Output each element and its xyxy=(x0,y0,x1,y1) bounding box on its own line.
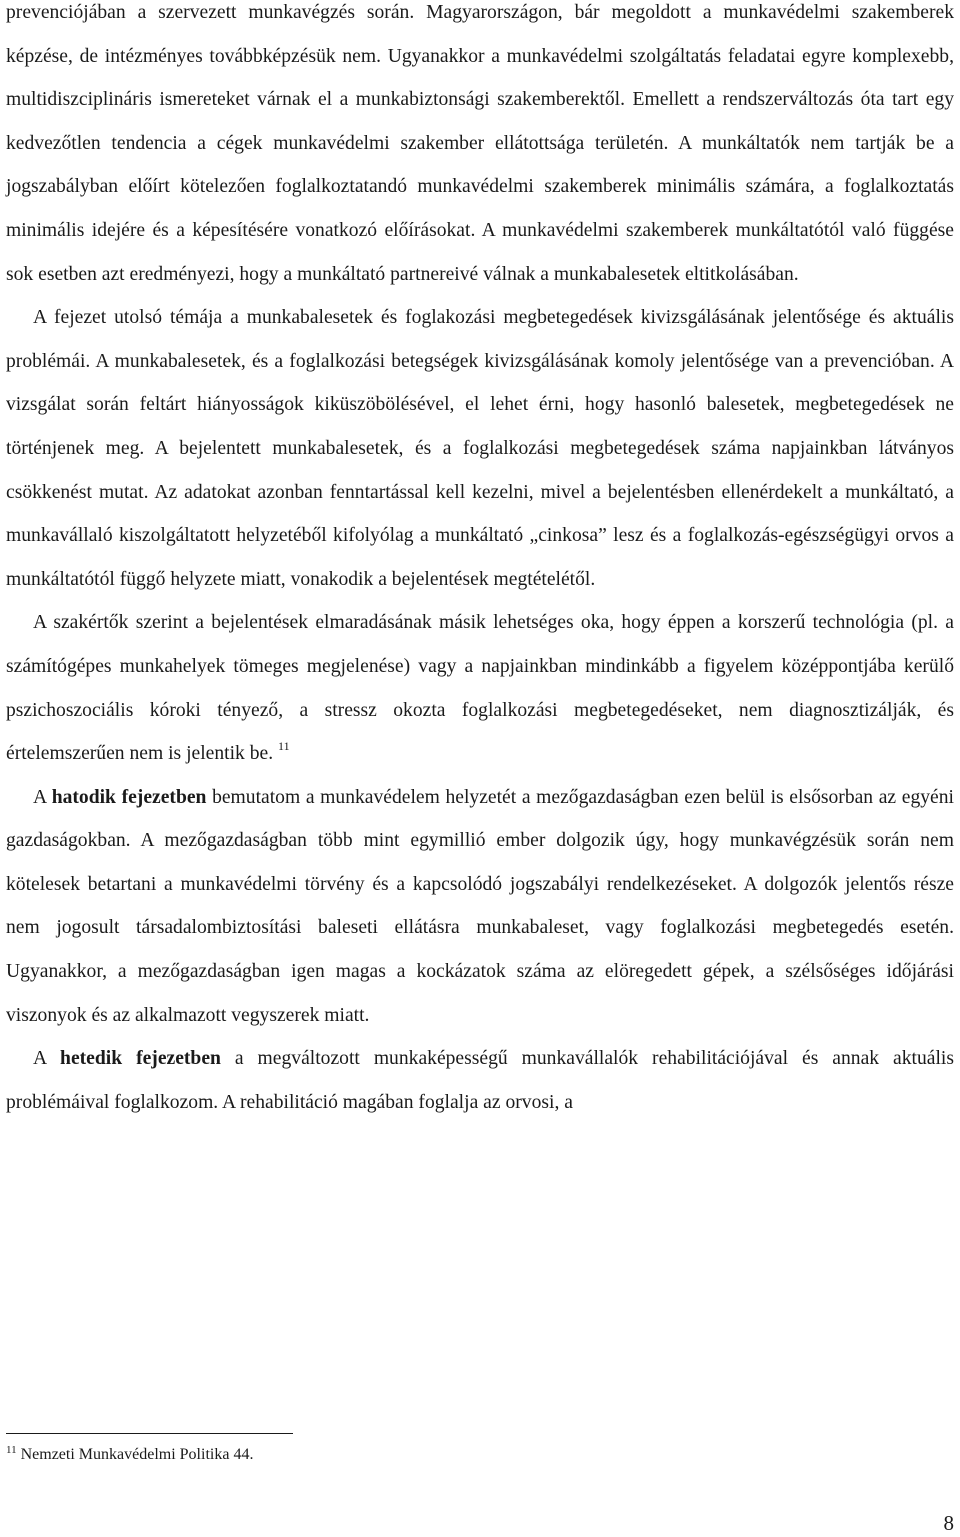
paragraph-4 xyxy=(6,776,954,1038)
paragraph-3 xyxy=(6,601,954,775)
paragraph-1 xyxy=(6,0,954,296)
page-body xyxy=(6,0,954,1124)
paragraph-5 xyxy=(6,1037,954,1124)
footnote-reference[interactable]: 11 xyxy=(278,739,290,754)
chapter-six-heading: hatodik fejezetben xyxy=(51,786,207,808)
footnote-divider xyxy=(6,1433,293,1434)
paragraph-text: bemutatom a munkavédelem helyzetét a mezőgazdaságban ezen belül is elsősorban az egyéni gazdaságokban. A mezőgazdaságban több mint egymillió ember dolgozik úgy, hogy munkavégzésük során nem kötelesek betartani a munkavédelmi törvény és a kapcsolódó jogszabályi rendelkezéseket. A dolgozók jelentős része nem jogosult társadalombiztosítási baleseti ellátásra munkabaleset, vagy foglalkozási megbetegedés esetén. Ugyanakkor, a mezőgazdaságban igen magas a kockázatok száma az elöregedett gépek, a szélsőséges időjárási viszonyok és az alkalmazott vegyszerek miatt. xyxy=(6,786,954,1026)
page-number: 8 xyxy=(943,1511,954,1535)
paragraph-text: prevenciójában a szervezett munkavégzés során. Magyarországon, bár megoldott a munkavédelmi szakemberek képzése, de intézményes továbbképzésük nem. Ugyanakkor a munkavédelmi szolgáltatás feladatai egyre komplexebb, multidiszciplináris ismereteket várnak el a munkabiztonsági szakemberektől. Emellett a rendszerváltozás óta tart egy kedvezőtlen tendencia a cégek munkavédelmi szakember ellátottsága területén. A munkáltatók nem tartják be a jogszabályban előírt kötelezően foglalkoztatandó munkavédelmi szakemberek minimális számára, a foglalkoztatás minimális idejére és a képesítésére vonatkozó előírásokat. A munkavédelmi szakemberek munkáltatótól való függése sok esetben azt eredményezi, hogy a munkáltató partnereivé válnak a munkabalesetek eltitkolásában. xyxy=(6,2,954,285)
paragraph-text: A szakértők szerint a bejelentések elmaradásának másik lehetséges oka, hogy éppen a korszerű technológia (pl. a számítógépes munkahelyek tömeges megjelenése) vagy a napjainkban mindinkább a figyelem középpontjába kerülő pszichoszociális kóroki tényező, a stressz okozta foglalkozási megbetegedéseket, nem diagnosztizálják, és értelemszerűen nem is jelentik be. xyxy=(6,612,954,765)
paragraph-text: A xyxy=(33,786,52,808)
paragraph-text: a megváltozott munkaképességű munkavállalók rehabilitációjával és annak aktuális problémáival foglalkozom. A rehabilitáció magában foglalja az orvosi, a xyxy=(6,1048,954,1113)
footnote-number: 11 xyxy=(6,1444,17,1456)
paragraph-text: A xyxy=(33,1048,61,1070)
chapter-seven-heading: hetedik fejezetben xyxy=(60,1048,221,1070)
footnote-text: Nemzeti Munkavédelmi Politika 44. xyxy=(16,1446,254,1463)
footnote xyxy=(6,1443,253,1467)
paragraph-text: A fejezet utolsó témája a munkabalesetek és foglakozási megbetegedések kivizsgálásának jelentősége és aktuális problémái. A munkabalesetek, és a foglalkozási betegségek kivizsgálásának komoly jelentősége van a prevencióban. A vizsgálat során feltárt hiányosságok kiküszöbölésével, el lehet érni, hogy hasonló balesetek, megbetegedések ne történjenek meg. A bejelentett munkabalesetek, és a foglalkozási megbetegedések száma napjainkban látványos csökkenést mutat. Az adatokat azonban fenntartással kell kezelni, mivel a bejelentésben ellenérdekelt a munkáltató, a munkavállaló kiszolgáltatott helyzetéből kifolyólag a munkáltató „cinkosa” lesz és a foglalkozás-egészségügyi orvos a munkáltatótól függő helyzete miatt, vonakodik a bejelentések megtételétől. xyxy=(6,307,954,590)
paragraph-2 xyxy=(6,296,954,601)
